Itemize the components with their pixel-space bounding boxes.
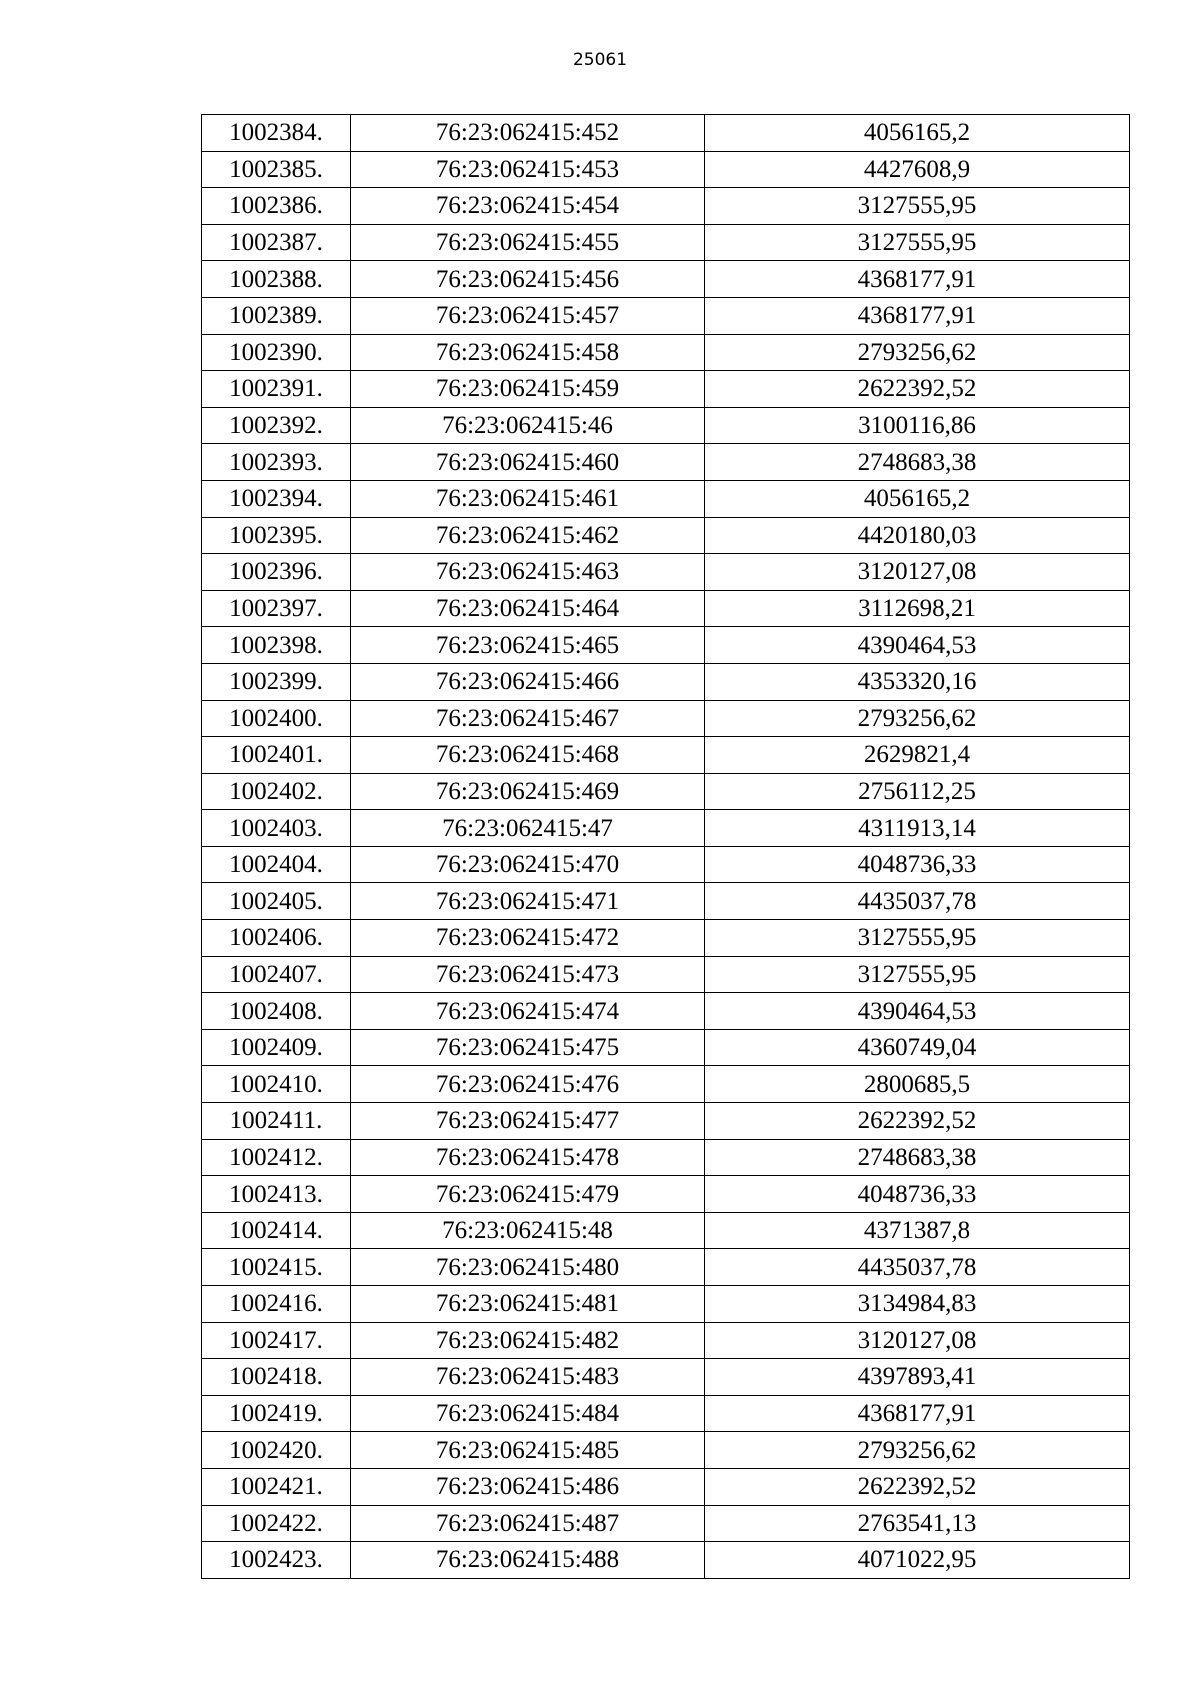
value-cell: 2793256,62 (705, 334, 1130, 371)
cadastral-number-cell: 76:23:062415:463 (351, 554, 705, 591)
cadastral-number-cell: 76:23:062415:48 (351, 1212, 705, 1249)
value-cell: 4427608,9 (705, 151, 1130, 188)
value-cell: 3127555,95 (705, 920, 1130, 957)
value-cell: 4056165,2 (705, 115, 1130, 152)
value-cell: 4353320,16 (705, 663, 1130, 700)
table-row (202, 1066, 1130, 1103)
value-cell: 2800685,5 (705, 1066, 1130, 1103)
cadastral-number-cell: 76:23:062415:454 (351, 188, 705, 225)
row-number-cell: 1002413. (202, 1176, 351, 1213)
value-cell: 4368177,91 (705, 1395, 1130, 1432)
table-row (202, 1176, 1130, 1213)
value-cell: 2622392,52 (705, 371, 1130, 408)
row-number-cell: 1002384. (202, 115, 351, 152)
table-row (202, 1029, 1130, 1066)
cadastral-number-cell: 76:23:062415:456 (351, 261, 705, 298)
cadastral-number-cell: 76:23:062415:481 (351, 1286, 705, 1323)
row-number-cell: 1002415. (202, 1249, 351, 1286)
row-number-cell: 1002385. (202, 151, 351, 188)
cadastral-number-cell: 76:23:062415:458 (351, 334, 705, 371)
value-cell: 4311913,14 (705, 810, 1130, 847)
value-cell: 4071022,95 (705, 1542, 1130, 1579)
cadastral-number-cell: 76:23:062415:467 (351, 700, 705, 737)
cadastral-number-cell: 76:23:062415:464 (351, 590, 705, 627)
value-cell: 4056165,2 (705, 480, 1130, 517)
cadastral-number-cell: 76:23:062415:472 (351, 920, 705, 957)
cadastral-number-cell: 76:23:062415:488 (351, 1542, 705, 1579)
row-number-cell: 1002423. (202, 1542, 351, 1579)
table-row (202, 1103, 1130, 1140)
value-cell: 2748683,38 (705, 1139, 1130, 1176)
table-row (202, 993, 1130, 1030)
table-row (202, 810, 1130, 847)
row-number-cell: 1002401. (202, 737, 351, 774)
table-row (202, 334, 1130, 371)
table-row (202, 883, 1130, 920)
row-number-cell: 1002418. (202, 1359, 351, 1396)
row-number-cell: 1002387. (202, 224, 351, 261)
row-number-cell: 1002398. (202, 627, 351, 664)
cadastral-number-cell: 76:23:062415:46 (351, 407, 705, 444)
row-number-cell: 1002406. (202, 920, 351, 957)
table-row (202, 554, 1130, 591)
table-row (202, 371, 1130, 408)
row-number-cell: 1002409. (202, 1029, 351, 1066)
cadastral-number-cell: 76:23:062415:476 (351, 1066, 705, 1103)
value-cell: 4390464,53 (705, 993, 1130, 1030)
table-row (202, 590, 1130, 627)
table-row (202, 115, 1130, 152)
row-number-cell: 1002386. (202, 188, 351, 225)
cadastral-number-cell: 76:23:062415:453 (351, 151, 705, 188)
cadastral-number-cell: 76:23:062415:452 (351, 115, 705, 152)
row-number-cell: 1002420. (202, 1432, 351, 1469)
cadastral-number-cell: 76:23:062415:466 (351, 663, 705, 700)
value-cell: 4435037,78 (705, 883, 1130, 920)
table-row (202, 737, 1130, 774)
value-cell: 2622392,52 (705, 1103, 1130, 1140)
value-cell: 4360749,04 (705, 1029, 1130, 1066)
table-row (202, 188, 1130, 225)
value-cell: 2748683,38 (705, 444, 1130, 481)
cadastral-number-cell: 76:23:062415:459 (351, 371, 705, 408)
row-number-cell: 1002394. (202, 480, 351, 517)
row-number-cell: 1002396. (202, 554, 351, 591)
row-number-cell: 1002389. (202, 297, 351, 334)
registry-table (201, 114, 1130, 1579)
value-cell: 4368177,91 (705, 297, 1130, 334)
cadastral-number-cell: 76:23:062415:461 (351, 480, 705, 517)
value-cell: 4048736,33 (705, 1176, 1130, 1213)
table-row (202, 773, 1130, 810)
table-row (202, 1432, 1130, 1469)
value-cell: 4435037,78 (705, 1249, 1130, 1286)
cadastral-number-cell: 76:23:062415:471 (351, 883, 705, 920)
value-cell: 2763541,13 (705, 1505, 1130, 1542)
cadastral-number-cell: 76:23:062415:474 (351, 993, 705, 1030)
cadastral-number-cell: 76:23:062415:465 (351, 627, 705, 664)
table-row (202, 517, 1130, 554)
value-cell: 2756112,25 (705, 773, 1130, 810)
table-row (202, 920, 1130, 957)
registry-table-body (202, 115, 1130, 1579)
row-number-cell: 1002403. (202, 810, 351, 847)
row-number-cell: 1002388. (202, 261, 351, 298)
row-number-cell: 1002399. (202, 663, 351, 700)
row-number-cell: 1002397. (202, 590, 351, 627)
cadastral-number-cell: 76:23:062415:475 (351, 1029, 705, 1066)
row-number-cell: 1002391. (202, 371, 351, 408)
row-number-cell: 1002421. (202, 1468, 351, 1505)
cadastral-number-cell: 76:23:062415:468 (351, 737, 705, 774)
value-cell: 3127555,95 (705, 956, 1130, 993)
value-cell: 3100116,86 (705, 407, 1130, 444)
table-row (202, 1359, 1130, 1396)
table-row (202, 1395, 1130, 1432)
cadastral-number-cell: 76:23:062415:455 (351, 224, 705, 261)
table-row (202, 480, 1130, 517)
table-row (202, 1286, 1130, 1323)
table-row (202, 1249, 1130, 1286)
value-cell: 2793256,62 (705, 700, 1130, 737)
cadastral-number-cell: 76:23:062415:462 (351, 517, 705, 554)
cadastral-number-cell: 76:23:062415:479 (351, 1176, 705, 1213)
row-number-cell: 1002393. (202, 444, 351, 481)
row-number-cell: 1002390. (202, 334, 351, 371)
row-number-cell: 1002419. (202, 1395, 351, 1432)
cadastral-number-cell: 76:23:062415:480 (351, 1249, 705, 1286)
value-cell: 3127555,95 (705, 188, 1130, 225)
row-number-cell: 1002408. (202, 993, 351, 1030)
value-cell: 4420180,03 (705, 517, 1130, 554)
cadastral-number-cell: 76:23:062415:487 (351, 1505, 705, 1542)
value-cell: 2629821,4 (705, 737, 1130, 774)
table-row (202, 1468, 1130, 1505)
cadastral-number-cell: 76:23:062415:473 (351, 956, 705, 993)
value-cell: 3112698,21 (705, 590, 1130, 627)
row-number-cell: 1002400. (202, 700, 351, 737)
row-number-cell: 1002410. (202, 1066, 351, 1103)
cadastral-number-cell: 76:23:062415:469 (351, 773, 705, 810)
table-row (202, 444, 1130, 481)
table-row (202, 407, 1130, 444)
cadastral-number-cell: 76:23:062415:47 (351, 810, 705, 847)
row-number-cell: 1002402. (202, 773, 351, 810)
cadastral-number-cell: 76:23:062415:478 (351, 1139, 705, 1176)
table-row (202, 956, 1130, 993)
row-number-cell: 1002392. (202, 407, 351, 444)
table-row (202, 151, 1130, 188)
cadastral-number-cell: 76:23:062415:484 (351, 1395, 705, 1432)
table-row (202, 663, 1130, 700)
row-number-cell: 1002417. (202, 1322, 351, 1359)
value-cell: 4048736,33 (705, 846, 1130, 883)
row-number-cell: 1002405. (202, 883, 351, 920)
value-cell: 4390464,53 (705, 627, 1130, 664)
cadastral-number-cell: 76:23:062415:486 (351, 1468, 705, 1505)
value-cell: 3120127,08 (705, 1322, 1130, 1359)
table-row (202, 1505, 1130, 1542)
cadastral-number-cell: 76:23:062415:477 (351, 1103, 705, 1140)
table-row (202, 297, 1130, 334)
table-row (202, 1322, 1130, 1359)
table-row (202, 627, 1130, 664)
row-number-cell: 1002412. (202, 1139, 351, 1176)
row-number-cell: 1002422. (202, 1505, 351, 1542)
value-cell: 4371387,8 (705, 1212, 1130, 1249)
table-row (202, 1139, 1130, 1176)
value-cell: 3134984,83 (705, 1286, 1130, 1323)
row-number-cell: 1002416. (202, 1286, 351, 1323)
value-cell: 2793256,62 (705, 1432, 1130, 1469)
table-row (202, 261, 1130, 298)
value-cell: 4397893,41 (705, 1359, 1130, 1396)
cadastral-number-cell: 76:23:062415:460 (351, 444, 705, 481)
cadastral-number-cell: 76:23:062415:485 (351, 1432, 705, 1469)
page-number: 25061 (572, 50, 628, 70)
table-row (202, 846, 1130, 883)
cadastral-number-cell: 76:23:062415:482 (351, 1322, 705, 1359)
value-cell: 3127555,95 (705, 224, 1130, 261)
table-row (202, 700, 1130, 737)
cadastral-number-cell: 76:23:062415:457 (351, 297, 705, 334)
value-cell: 3120127,08 (705, 554, 1130, 591)
row-number-cell: 1002407. (202, 956, 351, 993)
cadastral-number-cell: 76:23:062415:470 (351, 846, 705, 883)
table-row (202, 224, 1130, 261)
value-cell: 2622392,52 (705, 1468, 1130, 1505)
row-number-cell: 1002411. (202, 1103, 351, 1140)
row-number-cell: 1002414. (202, 1212, 351, 1249)
cadastral-number-cell: 76:23:062415:483 (351, 1359, 705, 1396)
value-cell: 4368177,91 (705, 261, 1130, 298)
row-number-cell: 1002395. (202, 517, 351, 554)
table-row (202, 1542, 1130, 1579)
row-number-cell: 1002404. (202, 846, 351, 883)
table-row (202, 1212, 1130, 1249)
